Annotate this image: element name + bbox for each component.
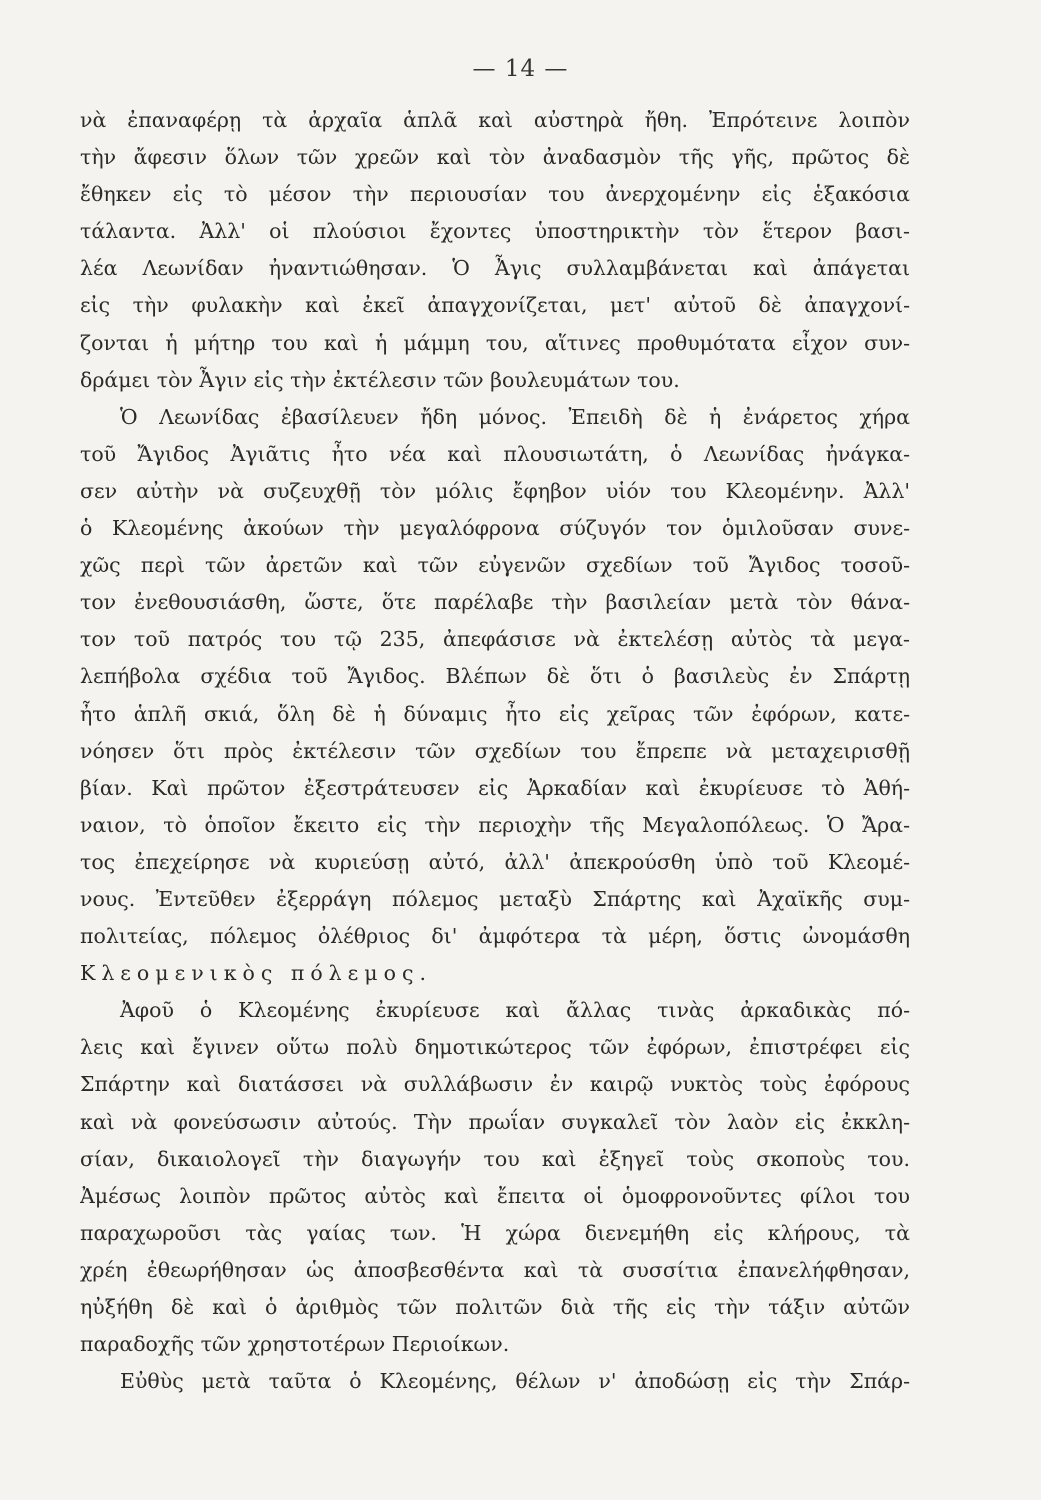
text-line: ἦτο ἁπλῆ σκιά, ὅλη δὲ ἡ δύναμις ἦτο εἰς χεῖρας τῶν ἐφόρων, κατε- [80, 701, 910, 726]
text-line: εἰς τὴν φυλακὴν καὶ ἐκεῖ ἀπαγχονίζεται, μετ' αὐτοῦ δὲ ἀπαγχονί- [80, 293, 910, 318]
text-line: τον ἐνεθουσιάσθη, ὥστε, ὅτε παρέλαβε τὴν βασιλείαν μετὰ τὸν θάνα- [80, 590, 910, 615]
text-line: νὰ ἐπαναφέρῃ τὰ ἀρχαῖα ἁπλᾶ καὶ αὐστηρὰ ἤθη. Ἐπρότεινε λοιπὸν [80, 108, 910, 132]
text-line: τάλαντα. Ἀλλ' οἱ πλούσιοι ἔχοντες ὑποστηρικτὴν τὸν ἕτερον βασι- [80, 219, 910, 244]
paragraph-first-line: Ἀφοῦ ὁ Κλεομένης ἐκυρίευσε καὶ ἄλλας τινὰς ἀρκαδικὰς πό- [120, 998, 910, 1023]
text-line: νους. Ἐντεῦθεν ἐξερράγη πόλεμος μεταξὺ Σπάρτης καὶ Ἀχαϊκῆς συμ- [80, 886, 910, 911]
text-line: χρέη ἐθεωρήθησαν ὡς ἀποσβεσθέντα καὶ τὰ συσσίτια ἐπανελήφθησαν, [80, 1257, 910, 1282]
text-line: σεν αὐτὴν νὰ συζευχθῇ τὸν μόλις ἔφηβον υἱόν του Κλεομένην. Ἀλλ' [80, 478, 910, 503]
text-line: ναιον, τὸ ὁποῖον ἔκειτο εἰς τὴν περιοχὴν τῆς Μεγαλοπόλεως. Ὁ Ἄρα- [80, 812, 910, 837]
text-line: ζονται ἡ μήτηρ του καὶ ἡ μάμμη του, αἵτινες προθυμότατα εἶχον συν- [80, 330, 910, 355]
text-line: ηὐξήθη δὲ καὶ ὁ ἀριθμὸς τῶν πολιτῶν διὰ τῆς εἰς τὴν τάξιν αὐτῶν [80, 1295, 910, 1319]
text-line: λεπήβολα σχέδια τοῦ Ἄγιδος. Βλέπων δὲ ὅτι ὁ βασιλεὺς ἐν Σπάρτῃ [80, 664, 910, 689]
text-line: Ἀμέσως λοιπὸν πρῶτος αὐτὸς καὶ ἔπειτα οἱ ὁμοφρονοῦντες φίλοι του [80, 1183, 910, 1208]
text-line: τὴν ἄφεσιν ὅλων τῶν χρεῶν καὶ τὸν ἀναδασμὸν τῆς γῆς, πρῶτος δὲ [80, 145, 910, 170]
text-line: νόησεν ὅτι πρὸς ἐκτέλεσιν τῶν σχεδίων του ἔπρεπε νὰ μεταχειρισθῇ [80, 738, 910, 763]
paragraph-first-line: Εὐθὺς μετὰ ταῦτα ὁ Κλεομένης, θέλων ν' ἀποδώσῃ εἰς τὴν Σπάρ- [120, 1369, 910, 1394]
text-line: ὁ Κλεομένης ἀκούων τὴν μεγαλόφρονα σύζυγόν τον ὁμιλοῦσαν συνε- [80, 516, 910, 541]
text-line: τοῦ Ἄγιδος Ἀγιᾶτις ἦτο νέα καὶ πλουσιωτάτη, ὁ Λεωνίδας ἠνάγκα- [80, 441, 910, 466]
text-line: Σπάρτην καὶ διατάσσει νὰ συλλάβωσιν ἐν καιρῷ νυκτὸς τοὺς ἐφόρους [80, 1072, 910, 1097]
body-text [80, 102, 910, 1400]
text-line: λεις καὶ ἔγινεν οὕτω πολὺ δημοτικώτερος τῶν ἐφόρων, ἐπιστρέφει εἰς [80, 1035, 910, 1060]
text-line: παραδοχῆς τῶν χρηστοτέρων Περιοίκων. [80, 1332, 510, 1357]
text-line: πολιτείας, πόλεμος ὀλέθριος δι' ἀμφότερα τὰ μέρη, ὅστις ὠνομάσθη [80, 924, 910, 949]
text-line: τον τοῦ πατρός του τῷ 235, ἀπεφάσισε νὰ ἐκτελέσῃ αὐτὸς τὰ μεγα- [80, 627, 910, 652]
text-line: σίαν, δικαιολογεῖ τὴν διαγωγήν του καὶ ἐξηγεῖ τοὺς σκοποὺς του. [80, 1146, 910, 1171]
text-line: δράμει τὸν Ἆγιν εἰς τὴν ἐκτέλεσιν τῶν βουλευμάτων του. [80, 367, 680, 392]
text-line: λέα Λεωνίδαν ἠναντιώθησαν. Ὁ Ἆγις συλλαμβάνεται καὶ ἀπάγεται [80, 256, 910, 281]
text-line: καὶ νὰ φονεύσωσιν αὐτούς. Τὴν πρωΐαν συγκαλεῖ τὸν λαὸν εἰς ἐκκλη- [80, 1109, 910, 1134]
text-line: παραχωροῦσι τὰς γαίας των. Ἡ χώρα διενεμήθη εἰς κλήρους, τὰ [80, 1220, 910, 1245]
text-line: χῶς περὶ τῶν ἀρετῶν καὶ τῶν εὐγενῶν σχεδίων τοῦ Ἄγιδος τοσοῦ- [80, 553, 910, 578]
text-line: τος ἐπεχείρησε νὰ κυριεύσῃ αὐτό, ἀλλ' ἀπεκρούσθη ὑπὸ τοῦ Κλεομέ- [80, 849, 910, 874]
page-number: — 14 — [472, 56, 569, 82]
paragraph-first-line: Ὁ Λεωνίδας ἐβασίλευεν ἤδη μόνος. Ἐπειδὴ δὲ ἡ ἐνάρετος χήρα [120, 404, 910, 429]
text-line: βίαν. Καὶ πρῶτον ἐξεστράτευσεν εἰς Ἀρκαδίαν καὶ ἐκυρίευσε τὸ Ἀθή- [80, 775, 910, 800]
spaced-heading-line: Κλεομενικὸς πόλεμος. [80, 961, 432, 986]
text-line: ἔθηκεν εἰς τὸ μέσον τὴν περιουσίαν του ἀνερχομένην εἰς ἑξακόσια [80, 182, 910, 207]
